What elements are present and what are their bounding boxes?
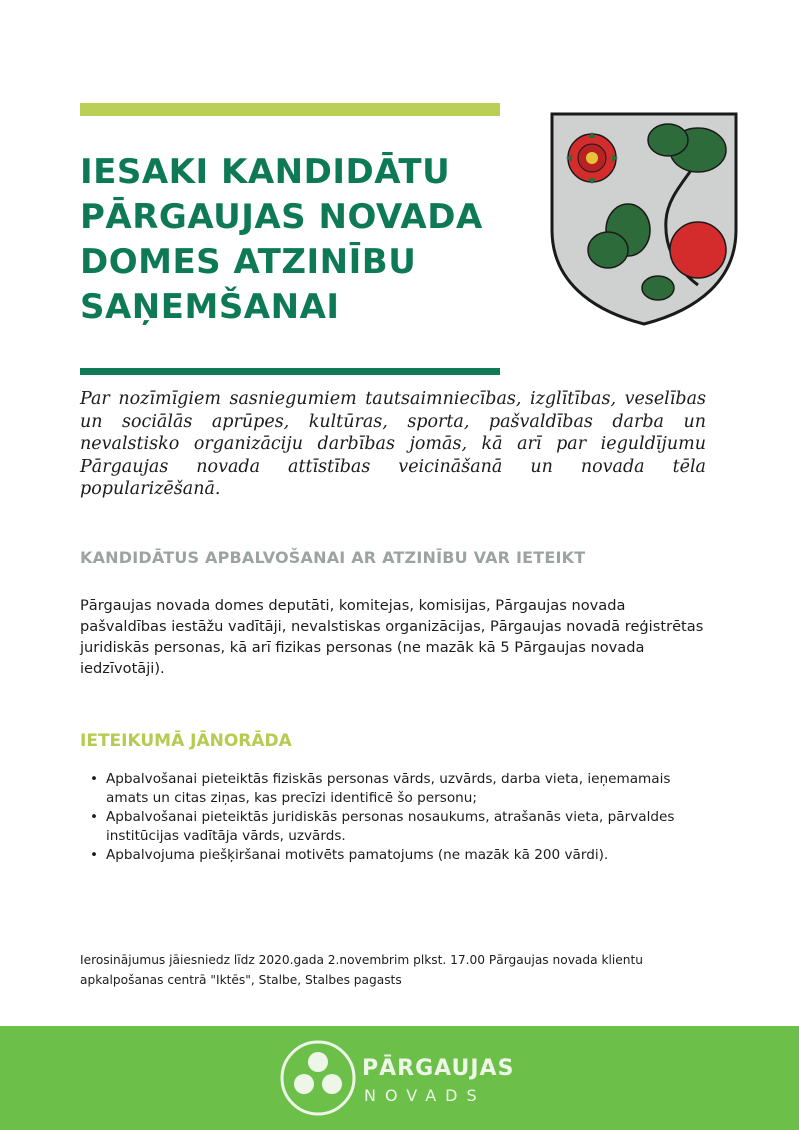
section-divider [80, 368, 500, 375]
logo-name: PĀRGAUJAS [362, 1056, 515, 1081]
title-line: SAŅEMŠANAI [80, 287, 340, 327]
list-item-text: Apbalvojuma piešķiršanai motivēts pamatojums (ne mazāk kā 200 vārdi). [106, 847, 609, 863]
bullet-dot-icon: • [90, 847, 99, 863]
bullet-dot-icon: • [90, 771, 99, 787]
requirements-list [90, 770, 690, 865]
list-item [90, 808, 690, 846]
section-heading-requirements: IETEIKUMĀ JĀNORĀDA [80, 731, 292, 751]
municipality-logo [278, 1038, 518, 1118]
list-item-text: Apbalvošanai pieteiktās juridiskās personas nosaukums, atrašanās vieta, pārvaldes institūcijas vadītāja vārds, uzvārds. [106, 809, 675, 844]
intro-text: Par nozīmīgiem sasniegumiem tautsaimniecības, izglītības, veselības un sociālās aprūpes, kultūras, sporta, pašvaldības darba un nevalstisko organizāciju darbības jomās, kā arī par ieguldījumu Pārgaujas novada attīstības veicināšanā un novada tēla popularizēšanā. [80, 389, 706, 499]
list-item [90, 846, 690, 865]
nominators-text: Pārgaujas novada domes deputāti, komitejas, komisijas, Pārgaujas novada pašvaldības iestāžu vadītāji, nevalstiskas organizācijas, Pārgaujas novadā reģistrētas juridiskās personas, kā arī fizikas personas (ne mazāk kā 5 Pārgaujas novada iedzīvotāji). [80, 597, 704, 677]
title-line: DOMES ATZINĪBU [80, 242, 417, 282]
section-heading-nominators: KANDIDĀTUS APBALVOŠANAI AR ATZINĪBU VAR IETEIKT [80, 548, 586, 567]
list-item [90, 770, 690, 808]
list-item-text: Apbalvošanai pieteiktās fiziskās personas vārds, uzvārds, darba vieta, ieņemamais amats un citas ziņas, kas precīzi identificē šo personu; [106, 771, 671, 806]
title-line: IESAKI KANDIDĀTU [80, 152, 451, 192]
logo-subtitle: NOVADS [364, 1086, 486, 1105]
page-title [80, 150, 540, 330]
submission-deadline-text: Ierosinājumus jāiesniedz līdz 2020.gada 2.novembrim plkst. 17.00 Pārgaujas novada klientu apkalpošanas centrā "Iktēs", Stalbe, Stalbes pagasts [80, 953, 644, 987]
coat-of-arms-icon [548, 110, 740, 328]
top-accent-bar [80, 103, 500, 116]
title-line: PĀRGAUJAS NOVADA [80, 197, 483, 237]
bullet-dot-icon: • [90, 809, 99, 825]
clover-circle-icon [278, 1038, 358, 1118]
